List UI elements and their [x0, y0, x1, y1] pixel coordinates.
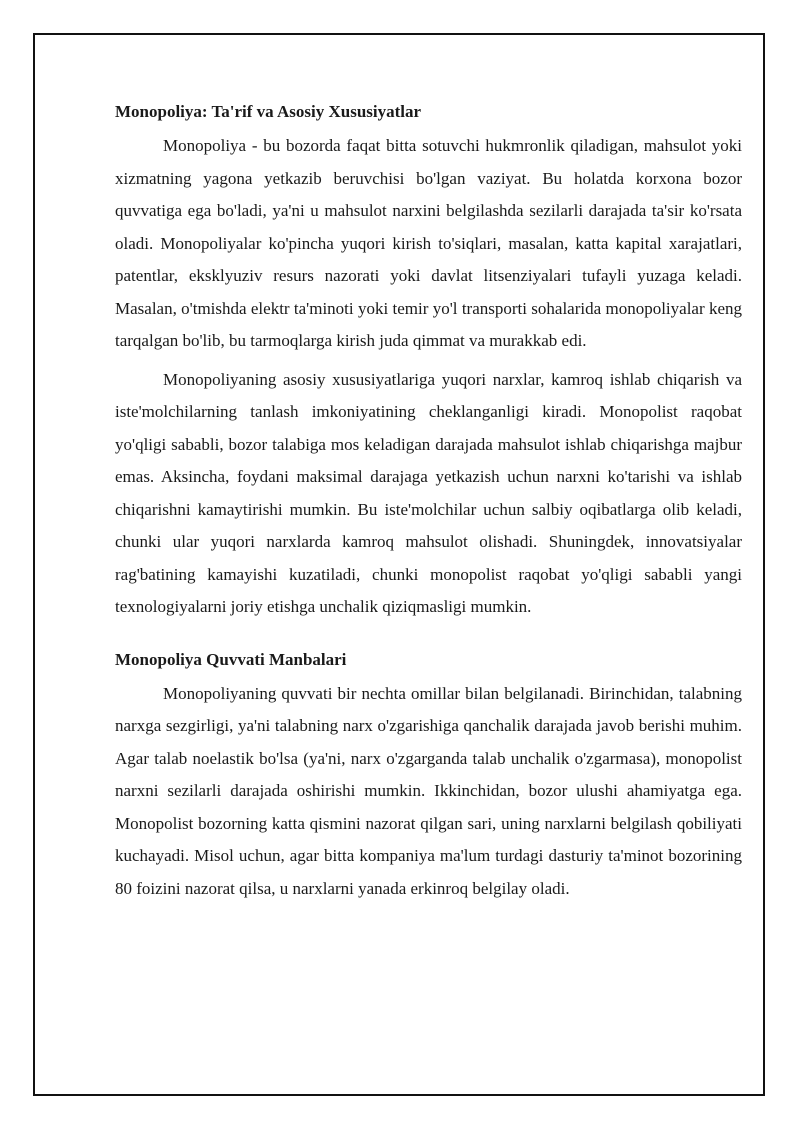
section-heading-power-sources: Monopoliya Quvvati Manbalari [115, 649, 347, 669]
paragraph-characteristics: Monopoliyaning asosiy xususiyatlariga yuqori narxlar, kamroq ishlab chiqarish va iste'molchilarning tanlash imkoniyatining cheklanganligi kiradi. Monopolist raqobat yo'qligi sababli, bozor talabiga mos keladigan darajada mahsulot ishlab chiqarishga majbur emas. Aksincha, foydani maksimal darajaga yetkazish uchun narxni ko'tarishi va ishlab chiqarishni kamaytirishi mumkin. Bu iste'molchilar uchun salbiy oqibatlarga olib keladi, chunki ular yuqori narxlarda kamroq mahsulot olishadi. Shuningdek, innovatsiyalar rag'batining kamayishi kuzatiladi, chunki monopolist raqobat yo'qligi sababli yangi texnologiyalarni joriy etishga unchalik qiziqmasligi mumkin. [115, 369, 742, 616]
paragraph-power-sources: Monopoliyaning quvvati bir nechta omillar bilan belgilanadi. Birinchidan, talabning narxga sezgirligi, ya'ni talabning narx o'zgarishiga qanchalik darajada javob berishi muhim. Agar talab noelastik bo'lsa (ya'ni, narx o'zgarganda talab unchalik o'zgarmasa), monopolist narxni sezilarli darajada oshirishi mumkin. Ikkinchidan, bozor ulushi ahamiyatga ega. Monopolist bozorning katta qismini nazorat qilgan sari, uning narxlarni belgilash qobiliyati kuchayadi. Misol uchun, agar bitta kompaniya ma'lum turdagi dasturiy ta'minot bozorining 80 foizini nazorat qilsa, u narxlarni yanada erkinroq belgilay oladi. [115, 683, 742, 898]
paragraph-definition: Monopoliya - bu bozorda faqat bitta sotuvchi hukmronlik qiladigan, mahsulot yoki xizmatning yagona yetkazib beruvchisi bo'lgan vaziyat. Bu holatda korxona bozor quvvatiga ega bo'ladi, ya'ni u mahsulot narxini belgilashda sezilarli darajada ta'sir ko'rsata oladi. Monopoliyalar ko'pincha yuqori kirish to'siqlari, masalan, katta kapital xarajatlari, patentlar, eksklyuziv resurs nazorati yoki davlat litsenziyalari tufayli yuzaga keladi. Masalan, o'tmishda elektr ta'minoti yoki temir yo'l transporti sohalarida monopoliyalar keng tarqalgan bo'lib, bu tarmoqlarga kirish juda qimmat va murakkab edi. [115, 136, 742, 350]
section-heading-definition: Monopoliya: Ta'rif va Asosiy Xususiyatlar [115, 102, 422, 121]
document-body [115, 96, 742, 911]
